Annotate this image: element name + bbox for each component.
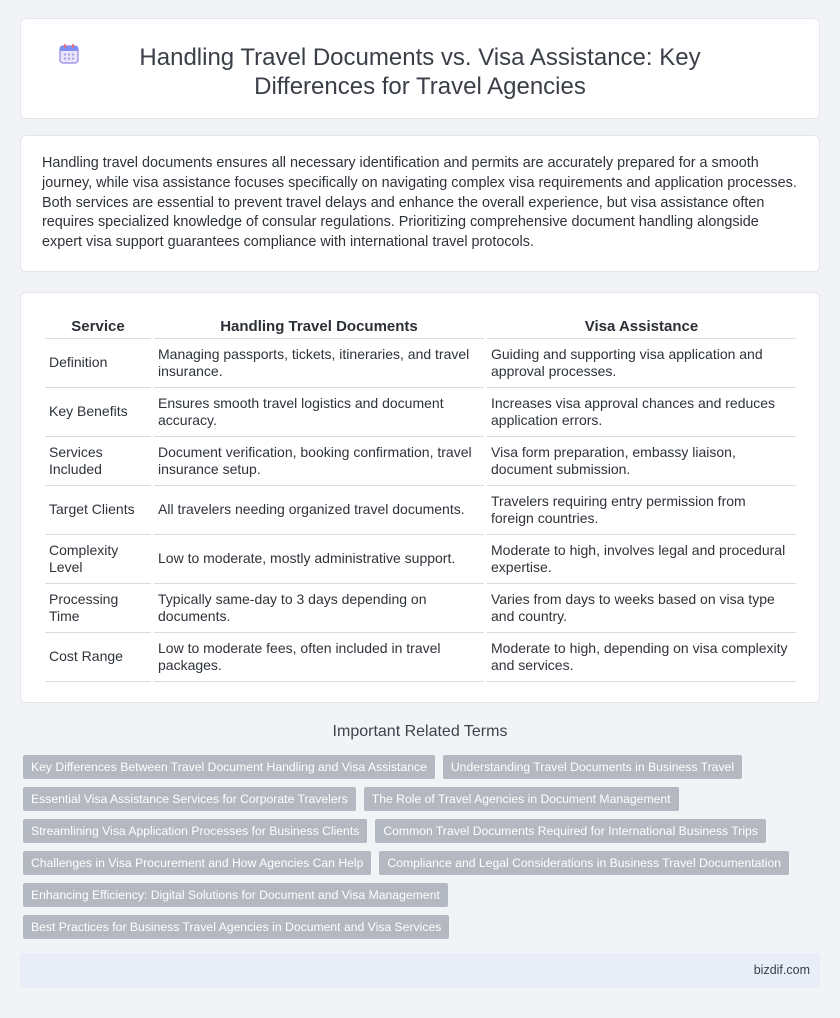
travel-documents-cell: Managing passports, tickets, itineraries, and travel insurance. bbox=[154, 339, 484, 388]
related-term-tag[interactable]: The Role of Travel Agencies in Document Management bbox=[364, 787, 679, 811]
comparison-table bbox=[42, 315, 799, 682]
header-visa-assistance: Visa Assistance bbox=[487, 315, 796, 339]
header-handling-travel-documents: Handling Travel Documents bbox=[154, 315, 484, 339]
row-label: Key Benefits bbox=[45, 388, 151, 437]
travel-documents-cell: All travelers needing organized travel documents. bbox=[154, 486, 484, 535]
related-terms-heading: Important Related Terms bbox=[332, 723, 508, 740]
related-term-tag[interactable]: Enhancing Efficiency: Digital Solutions for Document and Visa Management bbox=[23, 883, 448, 907]
related-term-tag[interactable]: Understanding Travel Documents in Business Travel bbox=[443, 755, 742, 779]
table-row bbox=[45, 633, 796, 682]
related-term-tag[interactable]: Common Travel Documents Required for International Business Trips bbox=[375, 819, 766, 843]
related-term-tag[interactable]: Compliance and Legal Considerations in Business Travel Documentation bbox=[379, 851, 789, 875]
row-label: Processing Time bbox=[45, 584, 151, 633]
site-link[interactable]: bizdif.com bbox=[753, 963, 810, 977]
tag-row bbox=[23, 915, 803, 939]
intro-paragraph: Handling travel documents ensures all necessary identification and permits are accurately prepared for a smooth journey, while visa assistance focuses specifically on navigating complex visa requirements and application processes. Both services are essential to prevent travel delays and enhance the overall experience, but visa assistance often requires specialized knowledge of consular regulations. Prioritizing comprehensive document handling alongside expert visa support guarantees compliance with international travel protocols. bbox=[42, 155, 797, 251]
table-row bbox=[45, 437, 796, 486]
intro-card bbox=[20, 135, 820, 272]
row-label: Services Included bbox=[45, 437, 151, 486]
related-term-tag[interactable]: Best Practices for Business Travel Agencies in Document and Visa Services bbox=[23, 915, 449, 939]
tag-row bbox=[23, 883, 803, 907]
travel-documents-cell: Document verification, booking confirmation, travel insurance setup. bbox=[154, 437, 484, 486]
table-row bbox=[45, 584, 796, 633]
visa-assistance-cell: Visa form preparation, embassy liaison, document submission. bbox=[487, 437, 796, 486]
row-label: Cost Range bbox=[45, 633, 151, 682]
related-term-tag[interactable]: Challenges in Visa Procurement and How Agencies Can Help bbox=[23, 851, 371, 875]
visa-assistance-cell: Varies from days to weeks based on visa type and country. bbox=[487, 584, 796, 633]
visa-assistance-cell: Guiding and supporting visa application and approval processes. bbox=[487, 339, 796, 388]
travel-documents-cell: Ensures smooth travel logistics and document accuracy. bbox=[154, 388, 484, 437]
table-row bbox=[45, 388, 796, 437]
travel-documents-cell: Low to moderate fees, often included in travel packages. bbox=[154, 633, 484, 682]
visa-assistance-cell: Moderate to high, depending on visa complexity and services. bbox=[487, 633, 796, 682]
page-title: Handling Travel Documents vs. Visa Assistance: Key Differences for Travel Agencies bbox=[139, 44, 701, 100]
header-service: Service bbox=[45, 315, 151, 339]
tag-row bbox=[23, 851, 803, 875]
table-row bbox=[45, 339, 796, 388]
row-label: Definition bbox=[45, 339, 151, 388]
row-label: Target Clients bbox=[45, 486, 151, 535]
visa-assistance-cell: Moderate to high, involves legal and procedural expertise. bbox=[487, 535, 796, 584]
title-card bbox=[20, 18, 820, 119]
table-header-row bbox=[45, 315, 796, 339]
travel-documents-cell: Low to moderate, mostly administrative support. bbox=[154, 535, 484, 584]
comparison-card bbox=[20, 292, 820, 703]
related-terms-list bbox=[23, 755, 803, 947]
table-row bbox=[45, 535, 796, 584]
footer bbox=[20, 953, 820, 988]
tag-row bbox=[23, 819, 803, 843]
travel-documents-cell: Typically same-day to 3 days depending on documents. bbox=[154, 584, 484, 633]
related-term-tag[interactable]: Essential Visa Assistance Services for Corporate Travelers bbox=[23, 787, 356, 811]
related-term-tag[interactable]: Key Differences Between Travel Document Handling and Visa Assistance bbox=[23, 755, 435, 779]
table-row bbox=[45, 486, 796, 535]
related-term-tag[interactable]: Streamlining Visa Application Processes for Business Clients bbox=[23, 819, 367, 843]
visa-assistance-cell: Travelers requiring entry permission from foreign countries. bbox=[487, 486, 796, 535]
tag-row bbox=[23, 755, 803, 779]
tag-row bbox=[23, 787, 803, 811]
row-label: Complexity Level bbox=[45, 535, 151, 584]
visa-assistance-cell: Increases visa approval chances and reduces application errors. bbox=[487, 388, 796, 437]
